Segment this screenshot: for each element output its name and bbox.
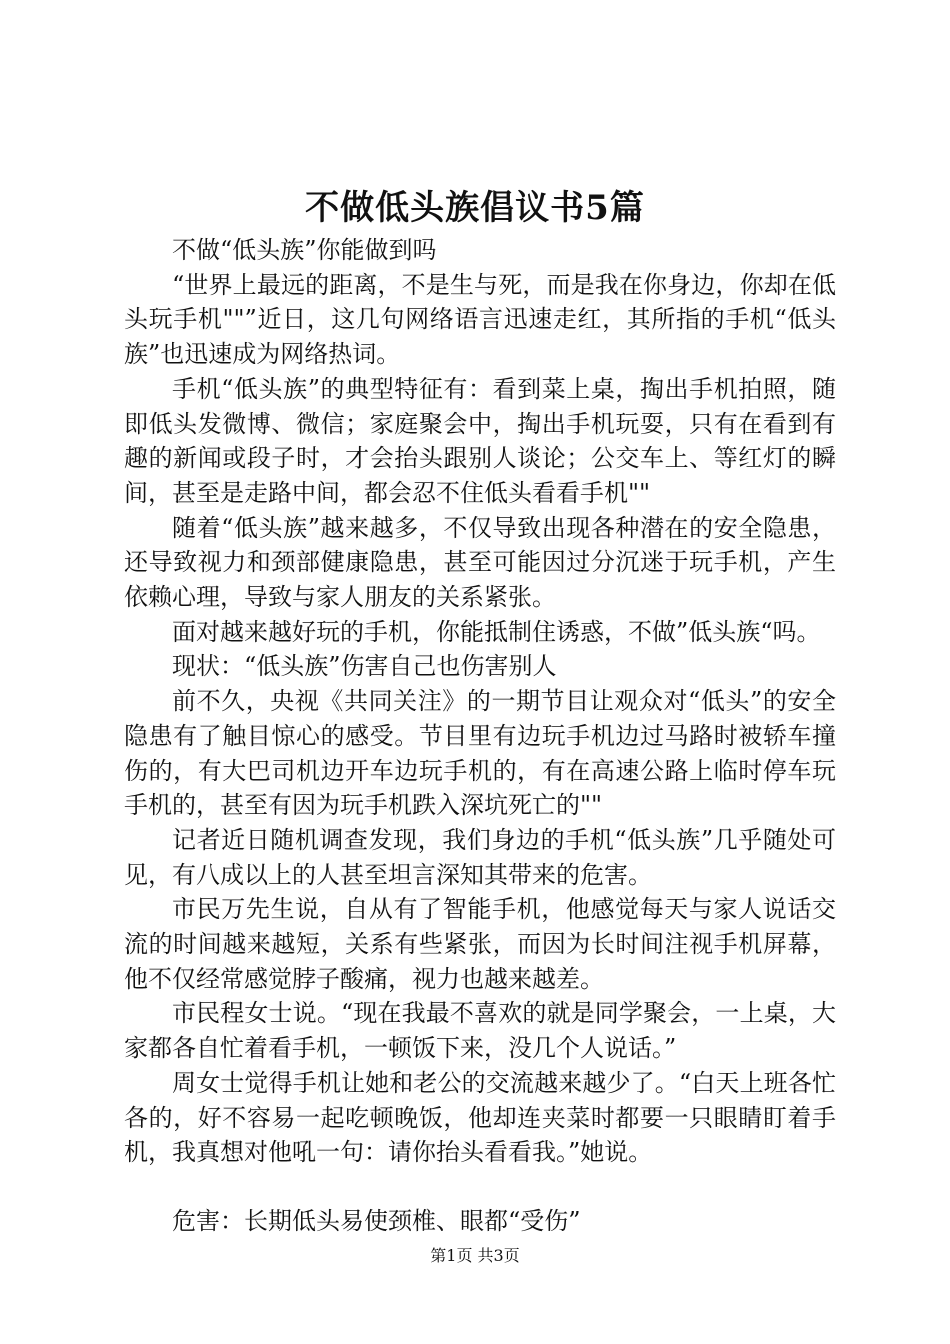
paragraph-11: 周女士觉得手机让她和老公的交流越来越少了。“白天上班各忙各的，好不容易一起吃顿晚饭，他却连夹菜时都要一只眼睛盯着手机，我真想对他吼一句：请你抬头看看我。”她说。 [124, 1068, 836, 1167]
document-title: 不做低头族倡议书5篇 [305, 188, 645, 228]
paragraph-9: 市民万先生说，自从有了智能手机，他感觉每天与家人说话交流的时间越来越短，关系有些紧张，而因为长时间注视手机屏幕，他不仅经常感觉脖子酸痛，视力也越来越差。 [124, 895, 836, 993]
paragraph-2: “世界上最远的距离，不是生与死，而是我在你身边，你却在低头玩手机""”近日，这几句网络语言迅速走红，其所指的手机“低头族”也迅速成为网络热词。 [124, 270, 836, 369]
document-body [124, 233, 836, 1239]
paragraph-8: 记者近日随机调查发现，我们身边的手机“低头族”几乎随处可见，有八成以上的人甚至坦言深知其带来的危害。 [124, 825, 836, 889]
paragraph-4: 随着“低头族”越来越多，不仅导致出现各种潜在的安全隐患，还导致视力和颈部健康隐患，甚至可能因过分沉迷于玩手机，产生依赖心理，导致与家人朋友的关系紧张。 [124, 513, 836, 612]
paragraph-1: 不做“低头族”你能做到吗 [172, 236, 437, 264]
paragraph-3: 手机“低头族”的典型特征有：看到菜上桌，掏出手机拍照，随即低头发微博、微信；家庭聚会中，掏出手机玩耍，只有在看到有趣的新闻或段子时，才会抬头跟别人谈论；公交车上、等红灯的瞬间，甚至是走路中间，都会忍不住低头看看手机"" [124, 374, 836, 507]
paragraph-5: 面对越来越好玩的手机，你能抵制住诱惑，不做”低头族“吗。 [172, 617, 821, 646]
paragraph-10: 市民程女士说。“现在我最不喜欢的就是同学聚会，一上桌，大家都各自忙着看手机，一顿饭下来，没几个人说话。” [124, 999, 836, 1063]
section-heading-harm: 危害：长期低头易使颈椎、眼都“受伤” [172, 1206, 581, 1235]
page-number-footer: 第1页 共3页 [430, 1246, 520, 1265]
paragraph-7: 前不久，央视《共同关注》的一期节目让观众对“低头”的安全隐患有了触目惊心的感受。节目里有边玩手机边过马路时被轿车撞伤的，有大巴司机边开车边玩手机的，有在高速公路上临时停车玩手机的，甚至有因为玩手机跌入深坑死亡的"" [124, 687, 836, 820]
section-heading-status: 现状：“低头族”伤害自己也伤害别人 [172, 652, 557, 681]
